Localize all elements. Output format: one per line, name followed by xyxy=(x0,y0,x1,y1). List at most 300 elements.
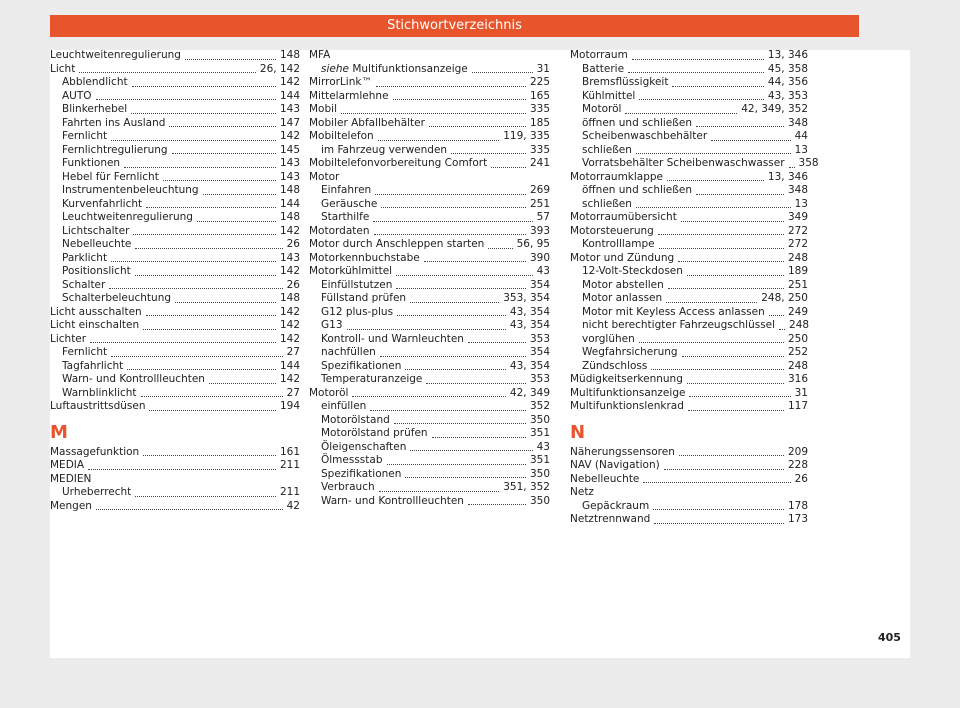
page-reference[interactable]: 57 xyxy=(536,211,550,223)
dot-leader xyxy=(468,342,526,343)
dot-leader xyxy=(405,369,506,370)
index-entry xyxy=(50,500,300,514)
index-subentry xyxy=(309,144,550,158)
page-reference[interactable]: 209 xyxy=(787,445,808,458)
page-reference[interactable]: 251 xyxy=(787,278,808,291)
dot-leader xyxy=(678,261,784,262)
entry-term: Öleigenschaften xyxy=(321,440,407,453)
entry-term: Multifunktionslenkrad xyxy=(570,400,684,412)
page-reference[interactable]: 185 xyxy=(529,116,550,129)
entry-term: Wegfahrsicherung xyxy=(582,346,678,358)
page-reference[interactable]: 43 xyxy=(536,440,550,453)
page-reference[interactable]: 42 xyxy=(286,499,300,512)
page-reference[interactable]: 142 xyxy=(279,130,300,142)
index-entry xyxy=(50,333,300,347)
dot-leader xyxy=(426,383,526,384)
page-reference[interactable]: 272 xyxy=(787,224,808,237)
index-subentry xyxy=(570,292,808,306)
page-reference[interactable]: 26 xyxy=(794,472,808,485)
index-subentry xyxy=(570,103,808,117)
dot-leader xyxy=(96,509,283,510)
page-reference[interactable]: 352 xyxy=(529,400,550,412)
entry-term: Massagefunktion xyxy=(50,445,140,458)
page-reference[interactable]: 144 xyxy=(279,89,300,102)
index-subentry xyxy=(570,360,808,374)
index-entry xyxy=(309,76,550,90)
entry-term: Lichtschalter xyxy=(62,224,130,237)
index-entry xyxy=(309,90,550,104)
page-header: Stichwortverzeichnis xyxy=(50,15,859,37)
page-reference[interactable]: 351, 352 xyxy=(503,481,550,493)
index-subentry xyxy=(309,468,550,482)
index-subentry xyxy=(309,454,550,468)
page-reference[interactable]: 42, 349, 352 xyxy=(741,103,808,115)
entry-term: MFA xyxy=(309,49,331,61)
page-reference[interactable]: 316 xyxy=(787,373,808,385)
index-entry xyxy=(570,211,808,225)
page-reference[interactable]: 13, 346 xyxy=(767,170,808,183)
entry-term: Fernlicht xyxy=(62,130,108,142)
page-reference[interactable]: 27 xyxy=(286,386,300,399)
page-reference[interactable]: 353 xyxy=(529,373,550,385)
entry-term: Vorratsbehälter Scheibenwaschwasser xyxy=(582,157,785,169)
page-reference[interactable]: 142 xyxy=(279,265,300,277)
entry-term: Motorölstand xyxy=(321,413,390,426)
entry-term: öffnen und schließen xyxy=(582,116,692,129)
dot-leader xyxy=(488,248,512,249)
dot-leader xyxy=(109,288,282,289)
entry-term: Warn- und Kontrollleuchten xyxy=(321,494,464,507)
index-entry xyxy=(570,473,808,487)
entry-term: Lichter xyxy=(50,332,87,345)
entry-term: vorglühen xyxy=(582,332,635,345)
index-subentry xyxy=(50,265,300,279)
page-reference[interactable]: 350 xyxy=(529,467,550,480)
index-entry xyxy=(570,225,808,239)
index-subentry xyxy=(309,306,550,320)
dot-leader xyxy=(197,221,276,222)
entry-term: Motor durch Anschleppen starten xyxy=(309,238,485,250)
page-reference[interactable]: 178 xyxy=(787,499,808,512)
dot-leader xyxy=(146,315,276,316)
page-reference[interactable]: 353, 354 xyxy=(503,292,550,304)
page-reference[interactable]: 353 xyxy=(529,332,550,345)
index-entry xyxy=(309,130,550,144)
index-entry xyxy=(309,157,550,171)
entry-term: Warnblinklicht xyxy=(62,386,137,399)
page-reference[interactable]: 349 xyxy=(787,211,808,223)
index-subentry xyxy=(50,144,300,158)
entry-term: Mobiler Abfallbehälter xyxy=(309,116,425,129)
index-entry xyxy=(570,387,808,401)
page-reference[interactable]: 31 xyxy=(536,62,550,75)
entry-term: Motor mit Keyless Access anlassen xyxy=(582,305,765,318)
dot-leader xyxy=(639,342,784,343)
index-subentry xyxy=(309,360,550,374)
entry-term: Zündschloss xyxy=(582,359,648,372)
dot-leader xyxy=(643,482,790,483)
index-subentry xyxy=(570,238,808,252)
index-subentry xyxy=(50,373,300,387)
page-reference[interactable]: 43, 354 xyxy=(509,305,550,318)
page-reference[interactable]: 143 xyxy=(279,157,300,169)
entry-term: Multifunktionsanzeige xyxy=(570,386,686,399)
index-column-3 xyxy=(570,49,819,527)
page-reference[interactable]: 335 xyxy=(529,143,550,156)
dot-leader xyxy=(396,275,533,276)
entry-term: Motor und Zündung xyxy=(570,251,675,264)
entry-term: Starthilfe xyxy=(321,211,370,223)
page-reference[interactable]: 143 xyxy=(279,103,300,115)
dot-leader xyxy=(131,113,276,114)
index-entry xyxy=(309,49,550,63)
page-reference[interactable]: 56, 95 xyxy=(516,238,550,250)
index-column-2 xyxy=(309,49,550,508)
entry-term: Luftaustrittsdüsen xyxy=(50,400,146,412)
page-reference[interactable]: 148 xyxy=(279,184,300,196)
entry-term: Instrumentenbeleuchtung xyxy=(62,184,199,196)
index-entry xyxy=(309,252,550,266)
dot-leader xyxy=(628,72,764,73)
entry-term: Motor anlassen xyxy=(582,292,663,304)
page-reference[interactable]: 358 xyxy=(798,157,819,169)
page-reference[interactable]: 251 xyxy=(529,197,550,210)
index-subentry xyxy=(309,279,550,293)
page-reference[interactable]: 13 xyxy=(794,143,808,156)
index-subentry xyxy=(570,76,808,90)
page-reference[interactable]: 148 xyxy=(279,211,300,223)
dot-leader xyxy=(696,126,784,127)
dot-leader xyxy=(79,72,256,73)
entry-term: Motorölstand prüfen xyxy=(321,427,428,439)
dot-leader xyxy=(133,234,275,235)
page-reference[interactable]: 248 xyxy=(787,359,808,372)
dot-leader xyxy=(625,113,737,114)
entry-term: Gepäckraum xyxy=(582,499,650,512)
index-subentry xyxy=(50,211,300,225)
index-entry xyxy=(570,446,808,460)
dot-leader xyxy=(688,410,784,411)
index-subentry xyxy=(50,279,300,293)
index-entry xyxy=(50,63,300,77)
index-subentry xyxy=(570,117,808,131)
index-entry xyxy=(50,306,300,320)
page-reference[interactable]: 173 xyxy=(787,513,808,525)
index-subentry xyxy=(50,76,300,90)
index-subentry xyxy=(50,360,300,374)
index-subentry xyxy=(50,225,300,239)
index-subentry xyxy=(309,441,550,455)
index-subentry xyxy=(50,252,300,266)
index-subentry xyxy=(309,346,550,360)
index-subentry xyxy=(570,63,808,77)
page-reference[interactable]: 354 xyxy=(529,346,550,358)
page-reference[interactable]: 117 xyxy=(787,400,808,412)
entry-term: Motoröl xyxy=(582,103,622,115)
entry-term: nicht berechtigter Fahrzeugschlüssel xyxy=(582,319,776,331)
index-entry xyxy=(570,252,808,266)
entry-term: Leuchtweitenregulierung xyxy=(62,211,193,223)
entry-term: Batterie xyxy=(582,62,625,75)
page-reference[interactable]: 43, 354 xyxy=(509,319,550,331)
entry-term: Motorraumübersicht xyxy=(570,211,677,223)
index-entry xyxy=(570,459,808,473)
index-entry xyxy=(309,265,550,279)
dot-leader xyxy=(381,207,526,208)
entry-term: Nebelleuchte xyxy=(570,472,640,485)
index-entry xyxy=(309,225,550,239)
page-reference[interactable]: 211 xyxy=(279,486,300,498)
page-reference[interactable]: 350 xyxy=(529,494,550,507)
page-reference[interactable]: 144 xyxy=(279,197,300,210)
dot-leader xyxy=(135,275,276,276)
entry-term: Urheberrecht xyxy=(62,486,132,498)
page-number: 405 xyxy=(878,631,901,644)
page-reference[interactable]: 142 xyxy=(279,224,300,237)
dot-leader xyxy=(143,455,276,456)
index-subentry xyxy=(570,346,808,360)
page-reference[interactable]: 26, 142 xyxy=(259,62,300,75)
page-reference[interactable]: 248, 250 xyxy=(761,292,808,304)
page-reference[interactable]: 26 xyxy=(286,278,300,291)
page-reference[interactable]: 142 xyxy=(279,319,300,331)
page-reference[interactable]: 43, 354 xyxy=(509,359,550,372)
entry-term: Motorkennbuchstabe xyxy=(309,251,420,264)
page-reference[interactable]: 145 xyxy=(279,143,300,156)
page-reference[interactable]: 142 xyxy=(279,373,300,385)
dot-leader xyxy=(632,59,764,60)
page-reference[interactable]: 161 xyxy=(279,445,300,458)
page-reference[interactable]: 142 xyxy=(279,332,300,345)
dot-leader xyxy=(209,383,276,384)
page-reference[interactable]: 45, 358 xyxy=(767,62,808,75)
entry-term: NAV (Navigation) xyxy=(570,459,660,471)
dot-leader xyxy=(373,221,532,222)
dot-leader xyxy=(347,329,506,330)
entry-term: schließen xyxy=(582,197,632,210)
page-reference[interactable]: 241 xyxy=(529,157,550,169)
dot-leader xyxy=(376,86,526,87)
page-reference[interactable]: 148 xyxy=(279,292,300,304)
entry-term: Einfüllstutzen xyxy=(321,278,393,291)
dot-leader xyxy=(88,469,276,470)
page-reference[interactable]: 249 xyxy=(787,305,808,318)
page-reference[interactable]: 194 xyxy=(279,400,300,412)
entry-term: Motor xyxy=(309,170,340,183)
index-entry xyxy=(309,238,550,252)
page-reference[interactable]: 351 xyxy=(529,427,550,439)
index-subentry xyxy=(50,238,300,252)
dot-leader xyxy=(146,207,276,208)
page-reference[interactable]: 142 xyxy=(279,76,300,88)
dot-leader xyxy=(410,302,499,303)
dot-leader xyxy=(689,396,790,397)
dot-leader xyxy=(451,153,526,154)
page-reference[interactable]: 225 xyxy=(529,76,550,88)
entry-term: Kontrolllampe xyxy=(582,238,655,250)
entry-term: Fernlicht xyxy=(62,346,108,358)
index-subentry xyxy=(309,427,550,441)
entry-term: Warn- und Kontrollleuchten xyxy=(62,373,205,385)
page-reference[interactable]: 165 xyxy=(529,89,550,102)
page-reference[interactable]: 248 xyxy=(789,319,810,331)
page-reference[interactable]: 393 xyxy=(529,224,550,237)
index-subentry xyxy=(50,198,300,212)
entry-term: Bremsflüssigkeit xyxy=(582,76,669,88)
page-reference[interactable]: 27 xyxy=(286,346,300,358)
page-reference[interactable]: 43 xyxy=(536,265,550,277)
page-reference[interactable]: 189 xyxy=(787,265,808,277)
page-reference[interactable]: 228 xyxy=(787,459,808,471)
entry-term: Abblendlicht xyxy=(62,76,128,88)
dot-leader xyxy=(769,315,784,316)
page-reference[interactable]: 142 xyxy=(279,305,300,318)
page-reference[interactable]: 269 xyxy=(529,184,550,196)
entry-term: Licht xyxy=(50,62,76,75)
index-subentry xyxy=(309,333,550,347)
entry-term: Nebelleuchte xyxy=(62,238,132,250)
index-entry xyxy=(50,473,300,487)
index-entry xyxy=(309,103,550,117)
dot-leader xyxy=(127,369,276,370)
page-reference[interactable]: 148 xyxy=(279,49,300,61)
index-subentry xyxy=(50,157,300,171)
entry-term: Mobil xyxy=(309,103,337,115)
index-subentry xyxy=(570,319,808,333)
entry-term: Spezifikationen xyxy=(321,359,402,372)
index-subentry xyxy=(50,184,300,198)
entry-term: Leuchtweitenregulierung xyxy=(50,49,181,61)
index-subentry xyxy=(309,184,550,198)
index-subentry xyxy=(570,333,808,347)
page-reference[interactable]: 119, 335 xyxy=(503,130,550,142)
dot-leader xyxy=(203,194,276,195)
index-subentry xyxy=(309,373,550,387)
page-reference[interactable]: 44 xyxy=(794,130,808,142)
dot-leader xyxy=(375,194,526,195)
entry-term: Motorraum xyxy=(570,49,628,61)
page-reference[interactable]: 248 xyxy=(787,251,808,264)
index-subentry xyxy=(50,117,300,131)
dot-leader xyxy=(424,261,526,262)
dot-leader xyxy=(141,396,283,397)
page-reference[interactable]: 143 xyxy=(279,170,300,183)
page-reference[interactable]: 13, 346 xyxy=(767,49,808,61)
page-reference[interactable]: 348 xyxy=(787,184,808,196)
page-reference[interactable]: 31 xyxy=(794,386,808,399)
index-entry xyxy=(309,171,550,185)
index-entry xyxy=(50,459,300,473)
dot-leader xyxy=(636,207,791,208)
page-reference[interactable]: 350 xyxy=(529,413,550,426)
dot-leader xyxy=(658,234,784,235)
index-subentry xyxy=(309,400,550,414)
dot-leader xyxy=(370,410,526,411)
entry-term: Mengen xyxy=(50,499,92,512)
index-subentry xyxy=(50,346,300,360)
entry-term: Motordaten xyxy=(309,224,370,237)
page-reference[interactable]: 42, 349 xyxy=(509,386,550,399)
dot-leader xyxy=(341,113,526,114)
index-entry xyxy=(570,49,808,63)
dot-leader xyxy=(429,126,526,127)
page-reference[interactable]: 43, 353 xyxy=(767,89,808,102)
dot-leader xyxy=(659,248,784,249)
entry-term: Motoröl xyxy=(309,386,349,399)
entry-term: Funktionen xyxy=(62,157,121,169)
index-entry xyxy=(570,400,808,414)
dot-leader xyxy=(175,302,276,303)
entry-term: MEDIEN xyxy=(50,472,92,485)
entry-term: Blinkerhebel xyxy=(62,103,128,115)
index-subentry xyxy=(570,184,808,198)
dot-leader xyxy=(396,288,526,289)
page-reference[interactable]: 335 xyxy=(529,103,550,115)
page-reference[interactable]: 351 xyxy=(529,454,550,466)
dot-leader xyxy=(682,356,784,357)
page-reference[interactable]: 147 xyxy=(279,116,300,129)
entry-term: Kühlmittel xyxy=(582,89,636,102)
page-reference[interactable]: 272 xyxy=(787,238,808,250)
index-subentry xyxy=(50,387,300,401)
entry-term: Füllstand prüfen xyxy=(321,292,407,304)
entry-term: Verbrauch xyxy=(321,481,375,493)
index-subentry xyxy=(570,500,808,514)
dot-leader xyxy=(96,99,276,100)
dot-leader xyxy=(653,509,784,510)
page-reference[interactable]: 250 xyxy=(787,332,808,345)
entry-term: Parklicht xyxy=(62,251,108,264)
dot-leader xyxy=(352,396,505,397)
page-reference[interactable]: 13 xyxy=(794,197,808,210)
dot-leader xyxy=(393,99,526,100)
page-reference[interactable]: 26 xyxy=(286,238,300,250)
index-entry xyxy=(50,400,300,414)
dot-leader xyxy=(172,153,276,154)
entry-term: Temperaturanzeige xyxy=(321,373,423,385)
entry-term: G12 plus-plus xyxy=(321,305,394,318)
index-subentry xyxy=(50,103,300,117)
index-subentry xyxy=(309,495,550,509)
page-reference[interactable]: 44, 356 xyxy=(767,76,808,88)
dot-leader xyxy=(397,315,506,316)
page-reference[interactable]: 354 xyxy=(529,278,550,291)
dot-leader xyxy=(410,450,532,451)
entry-term: Fernlichtregulierung xyxy=(62,143,168,156)
dot-leader xyxy=(711,140,790,141)
dot-leader xyxy=(143,329,276,330)
entry-term: Ölmessstab xyxy=(321,454,383,466)
dot-leader xyxy=(380,356,526,357)
section-letter: M xyxy=(50,421,68,443)
dot-leader xyxy=(387,464,526,465)
dot-leader xyxy=(667,180,764,181)
page-reference[interactable]: 390 xyxy=(529,251,550,264)
page-reference[interactable]: 252 xyxy=(787,346,808,358)
page-reference[interactable]: 144 xyxy=(279,359,300,372)
page-reference[interactable]: 143 xyxy=(279,251,300,264)
page-reference[interactable]: 211 xyxy=(279,459,300,471)
index-subentry xyxy=(570,279,808,293)
dot-leader xyxy=(374,234,526,235)
page-reference[interactable]: 348 xyxy=(787,116,808,129)
entry-term: Scheibenwaschbehälter xyxy=(582,130,708,142)
index-entry xyxy=(50,446,300,460)
entry-term: Müdigkeitserkennung xyxy=(570,373,683,385)
entry-term: Mobiltelefon xyxy=(309,130,374,142)
dot-leader xyxy=(681,221,784,222)
entry-term: Mittelarmlehne xyxy=(309,89,389,102)
